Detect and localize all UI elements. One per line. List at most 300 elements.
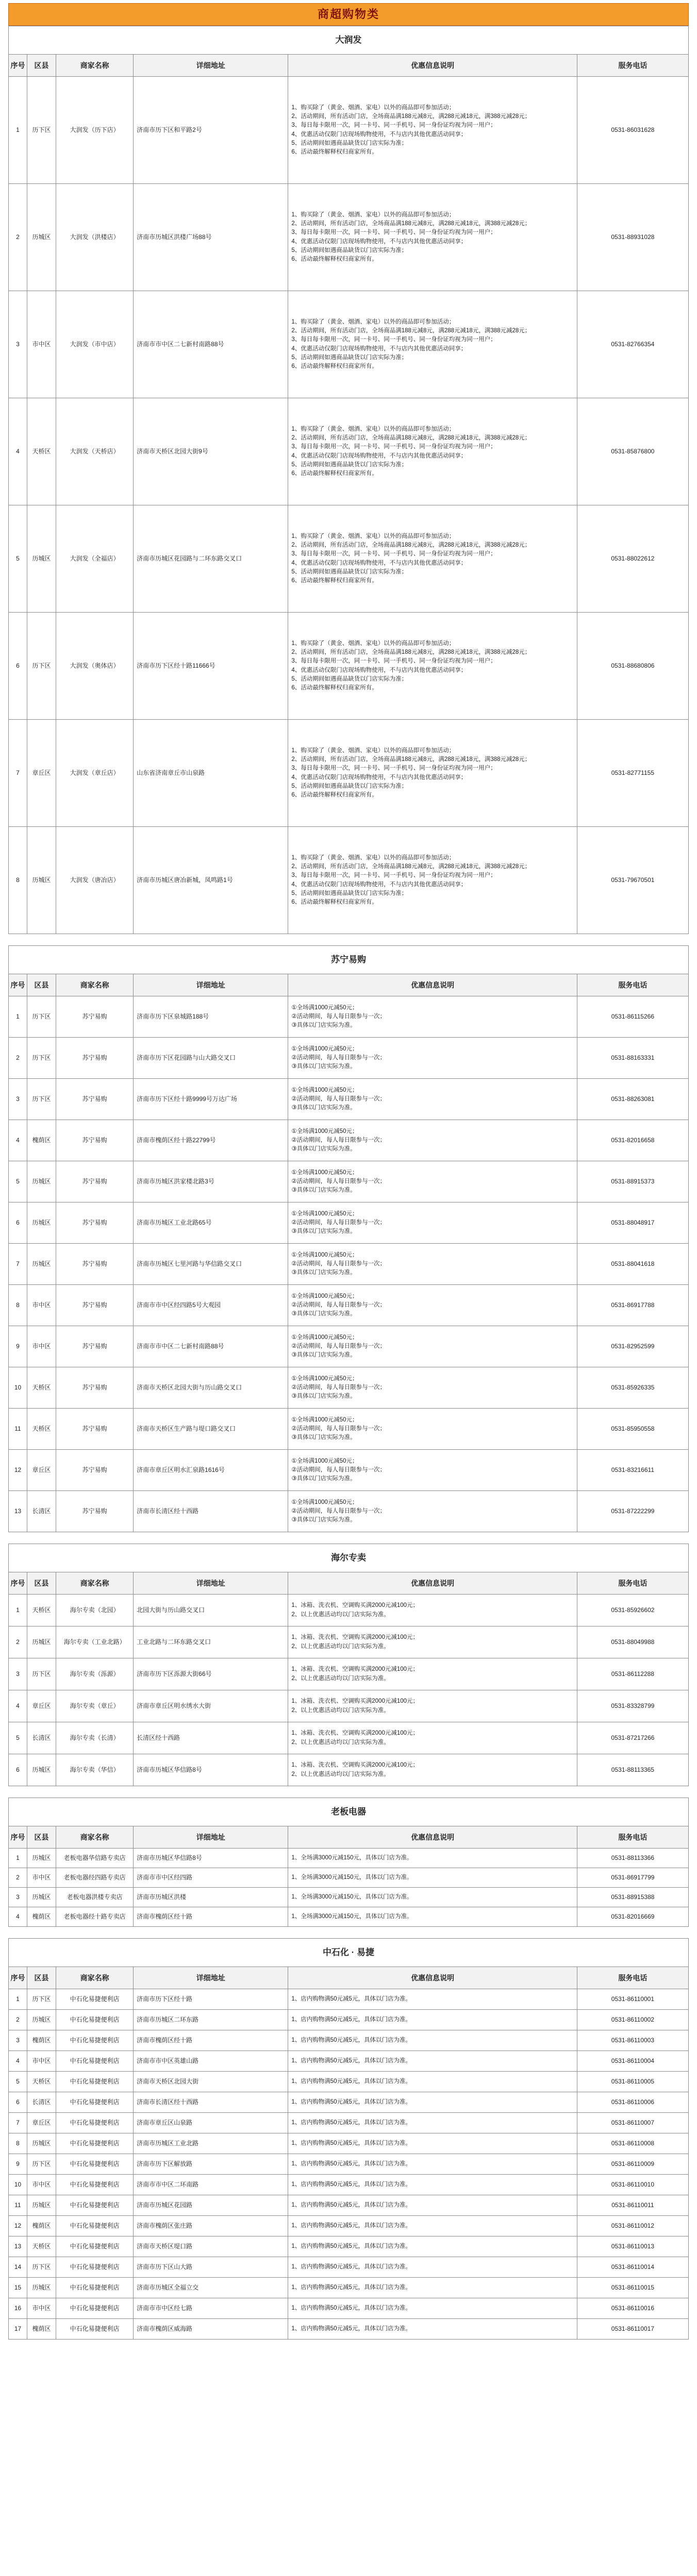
merchant-address: 济南市历城区花园路与二环东路交叉口 — [134, 505, 288, 613]
row-district: 市中区 — [27, 1326, 56, 1367]
merchant-name: 中石化易捷便利店 — [56, 2278, 134, 2298]
offer-description — [288, 398, 577, 505]
offer-line: ③具体以门店实际为准。 — [291, 1476, 356, 1482]
merchant-phone: 0531-86115266 — [577, 996, 688, 1038]
merchant-address: 长清区经十西路 — [134, 1722, 288, 1754]
offer-description — [288, 613, 577, 720]
merchant-address: 济南市天桥区北园大街9号 — [134, 398, 288, 505]
table-row — [9, 2298, 689, 2319]
column-header: 区县 — [27, 1572, 56, 1595]
row-number: 1 — [9, 996, 27, 1038]
column-header: 服务电话 — [577, 1967, 688, 1989]
offer-description — [288, 1626, 577, 1658]
merchant-phone: 0531-86110008 — [577, 2133, 688, 2154]
table-body — [9, 77, 689, 934]
offer-description — [288, 1161, 577, 1202]
merchant-name: 老板电器经十路专卖店 — [56, 1907, 134, 1927]
merchant-phone: 0531-86110016 — [577, 2298, 688, 2319]
merchant-name: 中石化易捷便利店 — [56, 2154, 134, 2175]
offer-line: 3、每日每卡限用一次，同一卡号、同一手机号、同一身份证均视为同一用户； — [291, 551, 496, 557]
row-number: 7 — [9, 2113, 27, 2133]
row-number: 7 — [9, 1244, 27, 1285]
offer-line: ③具体以门店实际为准。 — [291, 1393, 356, 1400]
row-number: 13 — [9, 1491, 27, 1532]
column-header: 优惠信息说明 — [288, 1967, 577, 1989]
row-district: 历城区 — [27, 827, 56, 934]
merchant-address: 济南市历下区泉城路188号 — [134, 996, 288, 1038]
offer-line: 5、活动期间如遇商品缺货以门店实际为准； — [291, 890, 408, 896]
row-number: 1 — [9, 1989, 27, 2010]
merchant-address: 济南市长清区经十西路 — [134, 2092, 288, 2113]
merchant-address: 济南市市中区二环南路 — [134, 2175, 288, 2195]
table-row — [9, 2216, 689, 2236]
offer-line: 1、店内购物满50元减5元，具体以门店为准。 — [291, 2263, 411, 2270]
offer-line: ③具体以门店实际为准。 — [291, 1352, 356, 1359]
merchant-name: 大润发（洪楼店） — [56, 184, 134, 291]
row-number: 2 — [9, 1626, 27, 1658]
merchant-name: 大润发（唐冶店） — [56, 827, 134, 934]
merchant-address: 北园大街与历山路交叉口 — [134, 1595, 288, 1626]
table-row — [9, 398, 689, 505]
offer-line: 1、冰箱、洗衣机、空调购买满2000元减100元； — [291, 1634, 419, 1641]
merchant-phone: 0531-86110001 — [577, 1989, 688, 2010]
table-row — [9, 2278, 689, 2298]
offer-line: 1、店内购物满50元减5元，具体以门店为准。 — [291, 2325, 411, 2332]
merchant-phone: 0531-79670501 — [577, 827, 688, 934]
row-district: 市中区 — [27, 1868, 56, 1888]
merchant-name: 海尔专卖（长清） — [56, 1722, 134, 1754]
table-row — [9, 2236, 689, 2257]
row-number: 5 — [9, 1722, 27, 1754]
merchant-phone: 0531-82016658 — [577, 1120, 688, 1161]
offer-description — [288, 2010, 577, 2030]
merchant-name: 苏宁易购 — [56, 996, 134, 1038]
row-district: 历城区 — [27, 1849, 56, 1868]
row-number: 6 — [9, 613, 27, 720]
offer-line: 1、店内购物满50元减5元，具体以门店为准。 — [291, 2160, 411, 2167]
offer-line: 1、店内购物满50元减5元，具体以门店为准。 — [291, 2057, 411, 2064]
merchant-phone: 0531-88049988 — [577, 1626, 688, 1658]
merchant-phone: 0531-85876800 — [577, 398, 688, 505]
header-row — [9, 1967, 689, 1989]
offer-description — [288, 720, 577, 827]
merchant-phone: 0531-88163331 — [577, 1038, 688, 1079]
row-number: 1 — [9, 77, 27, 184]
merchant-name: 中石化易捷便利店 — [56, 2072, 134, 2092]
offer-line: 1、全场满3000元减150元，具体以门店为准。 — [291, 1854, 413, 1861]
offer-description — [288, 1491, 577, 1532]
offer-line: ①全场满1000元减50元； — [291, 1004, 358, 1011]
table-row — [9, 827, 689, 934]
column-header: 区县 — [27, 1826, 56, 1849]
offer-line: 6、活动最终解释权归商家所有。 — [291, 256, 378, 262]
table-row — [9, 1595, 689, 1626]
merchant-name: 大润发（奥体店） — [56, 613, 134, 720]
offer-description — [288, 1690, 577, 1722]
merchant-name: 中石化易捷便利店 — [56, 2092, 134, 2113]
offer-line: 1、全场满3000元减150元，具体以门店为准。 — [291, 1913, 413, 1920]
merchant-address: 济南市天桥区北园大街 — [134, 2072, 288, 2092]
merchant-phone: 0531-88113365 — [577, 1754, 688, 1786]
offer-line: ③具体以门店实际为准。 — [291, 1517, 356, 1523]
row-district: 历城区 — [27, 1202, 56, 1244]
table-body — [9, 996, 689, 1532]
offer-description — [288, 1722, 577, 1754]
offer-description — [288, 1450, 577, 1491]
merchant-phone: 0531-86110003 — [577, 2030, 688, 2051]
merchant-address: 济南市历城区花园路 — [134, 2195, 288, 2216]
offer-line: ②活动期间，每人每日限参与一次； — [291, 1054, 386, 1061]
offer-line: ①全场满1000元减50元； — [291, 1251, 358, 1258]
offer-line: ①全场满1000元减50元； — [291, 1458, 358, 1464]
merchant-phone: 0531-82016669 — [577, 1907, 688, 1927]
table-body — [9, 1989, 689, 2340]
header-row — [9, 1826, 689, 1849]
merchant-address: 济南市历城区洪楼广场88号 — [134, 184, 288, 291]
merchant-name: 老板电器经四路专卖店 — [56, 1868, 134, 1888]
row-district: 历城区 — [27, 184, 56, 291]
offer-description — [288, 1367, 577, 1409]
offer-line: ②活动期间，每人每日限参与一次； — [291, 1466, 386, 1473]
merchant-address: 济南市历城区工业北路 — [134, 2133, 288, 2154]
row-district: 槐荫区 — [27, 2319, 56, 2340]
table-row — [9, 1120, 689, 1161]
column-header: 详细地址 — [134, 1967, 288, 1989]
merchant-phone: 0531-86110009 — [577, 2154, 688, 2175]
sections-container — [0, 26, 697, 2340]
table-body — [9, 1849, 689, 1927]
merchant-name: 中石化易捷便利店 — [56, 2298, 134, 2319]
merchant-name: 中石化易捷便利店 — [56, 2216, 134, 2236]
row-district: 天桥区 — [27, 1367, 56, 1409]
merchant-name: 中石化易捷便利店 — [56, 1989, 134, 2010]
offer-line: 2、以上优惠活动均以门店实际为准。 — [291, 1739, 390, 1745]
merchant-address: 济南市历下区和平路2号 — [134, 77, 288, 184]
column-header: 服务电话 — [577, 1826, 688, 1849]
merchant-address: 济南市槐荫区经十路22799号 — [134, 1120, 288, 1161]
offer-description — [288, 2236, 577, 2257]
merchant-name: 大润发（天桥店） — [56, 398, 134, 505]
row-number: 4 — [9, 398, 27, 505]
table-row — [9, 2051, 689, 2072]
merchant-address: 济南市槐荫区威海路 — [134, 2319, 288, 2340]
merchant-name: 苏宁易购 — [56, 1161, 134, 1202]
column-header: 优惠信息说明 — [288, 1572, 577, 1595]
table-row — [9, 1658, 689, 1690]
merchant-address: 济南市历下区山大路 — [134, 2257, 288, 2278]
table-row — [9, 720, 689, 827]
offer-line: 6、活动最终解释权归商家所有。 — [291, 149, 378, 155]
offer-line: 4、优惠活动仅限门店现场购物使用，不与店内其他优惠活动同享； — [291, 774, 467, 781]
offer-line: ②活动期间，每人每日限参与一次； — [291, 1178, 386, 1184]
offer-description — [288, 1326, 577, 1367]
row-district: 天桥区 — [27, 1409, 56, 1450]
offer-description — [288, 2319, 577, 2340]
table-row — [9, 184, 689, 291]
offer-line: ①全场满1000元减50元； — [291, 1087, 358, 1093]
row-district: 历城区 — [27, 1888, 56, 1907]
offer-line: ③具体以门店实际为准。 — [291, 1311, 356, 1317]
row-district: 历下区 — [27, 996, 56, 1038]
section-spacer — [0, 934, 697, 945]
row-district: 章丘区 — [27, 1690, 56, 1722]
offer-line: 6、活动最终解释权归商家所有。 — [291, 470, 378, 477]
table-row — [9, 2072, 689, 2092]
row-number: 4 — [9, 1120, 27, 1161]
merchant-phone: 0531-86110017 — [577, 2319, 688, 2340]
row-number: 12 — [9, 2216, 27, 2236]
row-number: 2 — [9, 184, 27, 291]
row-district: 市中区 — [27, 1285, 56, 1326]
merchant-phone: 0531-83328799 — [577, 1690, 688, 1722]
merchant-name: 苏宁易购 — [56, 1285, 134, 1326]
merchant-name: 中石化易捷便利店 — [56, 2113, 134, 2133]
offer-description — [288, 1868, 577, 1888]
offer-description — [288, 291, 577, 398]
offer-line: ③具体以门店实际为准。 — [291, 1187, 356, 1194]
merchant-address: 济南市历下区解放路 — [134, 2154, 288, 2175]
merchant-address: 济南市天桥区生产路与堤口路交叉口 — [134, 1409, 288, 1450]
offer-description — [288, 2072, 577, 2092]
section-title: 中石化 · 易捷 — [8, 1938, 689, 1967]
offer-line: 1、店内购物满50元减5元，具体以门店为准。 — [291, 2037, 411, 2043]
merchant-name: 中石化易捷便利店 — [56, 2195, 134, 2216]
offer-description — [288, 2278, 577, 2298]
offer-line: 2、活动期间，所有活动门店，全场商品满188元减8元，满288元减18元，满388元减28元； — [291, 542, 531, 548]
merchant-phone: 0531-88113366 — [577, 1849, 688, 1868]
table-row — [9, 1907, 689, 1927]
merchant-address: 济南市市中区二七新村南路88号 — [134, 291, 288, 398]
merchant-table — [8, 1826, 689, 1927]
page-banner: 商超购物类 — [8, 3, 689, 26]
offer-line: 1、购买除了（黄金、烟酒、家电）以外的商品即可参加活动； — [291, 747, 455, 754]
merchant-address: 济南市历城区华信路8号 — [134, 1849, 288, 1868]
table-header — [9, 974, 689, 996]
header-row — [9, 974, 689, 996]
row-district: 槐荫区 — [27, 2216, 56, 2236]
table-row — [9, 1849, 689, 1868]
merchant-phone: 0531-88048917 — [577, 1202, 688, 1244]
row-district: 历下区 — [27, 1079, 56, 1120]
row-district: 长清区 — [27, 2092, 56, 2113]
row-district: 长清区 — [27, 1491, 56, 1532]
merchant-name: 苏宁易购 — [56, 1450, 134, 1491]
merchant-address: 济南市历下区经十路9999号万达广场 — [134, 1079, 288, 1120]
row-number: 9 — [9, 2154, 27, 2175]
offer-line: 1、店内购物满50元减5元，具体以门店为准。 — [291, 2243, 411, 2249]
row-number: 16 — [9, 2298, 27, 2319]
offer-line: ③具体以门店实际为准。 — [291, 1146, 356, 1153]
document-page — [0, 3, 697, 2576]
row-number: 3 — [9, 2030, 27, 2051]
merchant-name: 苏宁易购 — [56, 1326, 134, 1367]
offer-line: 1、店内购物满50元减5元，具体以门店为准。 — [291, 2098, 411, 2105]
offer-description — [288, 2051, 577, 2072]
merchant-name: 中石化易捷便利店 — [56, 2030, 134, 2051]
row-district: 历城区 — [27, 505, 56, 613]
column-header: 商家名称 — [56, 1572, 134, 1595]
offer-line: 5、活动期间如遇商品缺货以门店实际为准； — [291, 783, 408, 789]
merchant-phone: 0531-88263081 — [577, 1079, 688, 1120]
table-row — [9, 1868, 689, 1888]
merchant-address: 济南市历下区花园路与山大路交叉口 — [134, 1038, 288, 1079]
section-title: 海尔专卖 — [8, 1544, 689, 1572]
column-header: 序号 — [9, 974, 27, 996]
merchant-name: 海尔专卖（华信） — [56, 1754, 134, 1786]
offer-line: ②活动期间，每人每日限参与一次； — [291, 1137, 386, 1143]
column-header: 序号 — [9, 55, 27, 77]
offer-description — [288, 1079, 577, 1120]
merchant-address: 济南市历城区七里河路与华信路交叉口 — [134, 1244, 288, 1285]
offer-line: 5、活动期间如遇商品缺货以门店实际为准； — [291, 354, 408, 361]
merchant-phone: 0531-82771155 — [577, 720, 688, 827]
row-number: 5 — [9, 505, 27, 613]
merchant-table — [8, 54, 689, 934]
table-header — [9, 1826, 689, 1849]
offer-line: 1、购买除了（黄金、烟酒、家电）以外的商品即可参加活动； — [291, 854, 455, 861]
offer-line: ①全场满1000元减50元； — [291, 1499, 358, 1505]
column-header: 序号 — [9, 1967, 27, 1989]
offer-line: 1、冰箱、洗衣机、空调购买满2000元减100元； — [291, 1602, 419, 1609]
merchant-name: 海尔专卖（工业北路） — [56, 1626, 134, 1658]
section-title: 老板电器 — [8, 1798, 689, 1826]
offer-line: 3、每日每卡限用一次，同一卡号、同一手机号、同一身份证均视为同一用户； — [291, 444, 496, 450]
row-number: 10 — [9, 1367, 27, 1409]
merchant-name: 中石化易捷便利店 — [56, 2010, 134, 2030]
offer-line: ③具体以门店实际为准。 — [291, 1105, 356, 1111]
offer-line: ②活动期间，每人每日限参与一次； — [291, 1219, 386, 1226]
column-header: 商家名称 — [56, 974, 134, 996]
merchant-address: 济南市历城区工业北路65号 — [134, 1202, 288, 1244]
merchant-name: 苏宁易购 — [56, 1038, 134, 1079]
merchant-address: 济南市历城区洪家楼北路3号 — [134, 1161, 288, 1202]
offer-line: 1、店内购物满50元减5元，具体以门店为准。 — [291, 2140, 411, 2146]
offer-line: ③具体以门店实际为准。 — [291, 1269, 356, 1276]
merchant-name: 中石化易捷便利店 — [56, 2236, 134, 2257]
offer-line: 1、冰箱、洗衣机、空调购买满2000元减100元； — [291, 1730, 419, 1737]
table-row — [9, 2030, 689, 2051]
merchant-address: 济南市市中区二七新村南路88号 — [134, 1326, 288, 1367]
merchant-name: 老板电器华信路专卖店 — [56, 1849, 134, 1868]
offer-description — [288, 2133, 577, 2154]
table-row — [9, 996, 689, 1038]
offer-line: 1、冰箱、洗衣机、空调购买满2000元减100元； — [291, 1762, 419, 1769]
row-district: 历城区 — [27, 2195, 56, 2216]
merchant-phone: 0531-86917788 — [577, 1285, 688, 1326]
merchant-name: 大润发（章丘店） — [56, 720, 134, 827]
column-header: 序号 — [9, 1826, 27, 1849]
row-number: 2 — [9, 2010, 27, 2030]
merchant-address: 工业北路与二环东路交叉口 — [134, 1626, 288, 1658]
merchant-address: 济南市历城区全福立交 — [134, 2278, 288, 2298]
section-spacer — [0, 1927, 697, 1938]
offer-description — [288, 1202, 577, 1244]
offer-line: ③具体以门店实际为准。 — [291, 1022, 356, 1029]
merchant-address: 济南市历下区经十路11666号 — [134, 613, 288, 720]
merchant-name: 海尔专卖（泺源） — [56, 1658, 134, 1690]
table-row — [9, 1409, 689, 1450]
column-header: 服务电话 — [577, 55, 688, 77]
offer-line: 1、店内购物满50元减5元，具体以门店为准。 — [291, 2181, 411, 2188]
column-header: 区县 — [27, 974, 56, 996]
offer-description — [288, 2030, 577, 2051]
row-number: 2 — [9, 1038, 27, 1079]
merchant-phone: 0531-82766354 — [577, 291, 688, 398]
merchant-name: 苏宁易购 — [56, 1244, 134, 1285]
offer-line: 4、优惠活动仅限门店现场购物使用，不与店内其他优惠活动同享； — [291, 345, 467, 352]
offer-line: 1、购买除了（黄金、烟酒、家电）以外的商品即可参加活动； — [291, 318, 455, 325]
merchant-address: 山东省济南章丘市山泉路 — [134, 720, 288, 827]
merchant-phone: 0531-82952599 — [577, 1326, 688, 1367]
offer-description — [288, 1658, 577, 1690]
offer-line: 3、每日每卡限用一次，同一卡号、同一手机号、同一身份证均视为同一用户； — [291, 229, 496, 236]
table-row — [9, 2195, 689, 2216]
table-header — [9, 55, 689, 77]
merchant-address: 济南市市中区经四路5号大观园 — [134, 1285, 288, 1326]
merchant-name: 苏宁易购 — [56, 1491, 134, 1532]
offer-line: ①全场满1000元减50元； — [291, 1416, 358, 1423]
table-row — [9, 2154, 689, 2175]
offer-description — [288, 1907, 577, 1927]
row-number: 6 — [9, 1754, 27, 1786]
offer-description — [288, 827, 577, 934]
merchant-name: 中石化易捷便利店 — [56, 2175, 134, 2195]
merchant-address: 济南市天桥区北园大街与历山路交叉口 — [134, 1367, 288, 1409]
offer-line: ①全场满1000元减50元； — [291, 1169, 358, 1176]
table-row — [9, 1326, 689, 1367]
merchant-address: 济南市长清区经十西路 — [134, 1491, 288, 1532]
table-row — [9, 1690, 689, 1722]
merchant-address: 济南市历城区唐冶新城，凤鸣路1号 — [134, 827, 288, 934]
merchant-name: 中石化易捷便利店 — [56, 2051, 134, 2072]
offer-line: 5、活动期间如遇商品缺货以门店实际为准； — [291, 140, 408, 146]
merchant-phone: 0531-86110013 — [577, 2236, 688, 2257]
table-row — [9, 1161, 689, 1202]
offer-line: 1、店内购物满50元减5元，具体以门店为准。 — [291, 2284, 411, 2291]
column-header: 区县 — [27, 1967, 56, 1989]
merchant-phone: 0531-86110015 — [577, 2278, 688, 2298]
offer-line: 4、优惠活动仅限门店现场购物使用，不与店内其他优惠活动同享； — [291, 560, 467, 566]
offer-description — [288, 2092, 577, 2113]
merchant-address: 济南市槐荫区经十路 — [134, 2030, 288, 2051]
offer-line: 2、以上优惠活动均以门店实际为准。 — [291, 1707, 390, 1714]
merchant-phone: 0531-88680806 — [577, 613, 688, 720]
row-number: 6 — [9, 1202, 27, 1244]
row-district: 历城区 — [27, 2133, 56, 2154]
merchant-name: 大润发（市中店） — [56, 291, 134, 398]
offer-line: 1、购买除了（黄金、烟酒、家电）以外的商品即可参加活动； — [291, 533, 455, 539]
row-district: 历下区 — [27, 77, 56, 184]
offer-line: 2、以上优惠活动均以门店实际为准。 — [291, 1675, 390, 1682]
merchant-phone: 0531-86031628 — [577, 77, 688, 184]
section-title: 大润发 — [8, 26, 689, 54]
merchant-address: 济南市槐荫区经十路 — [134, 1907, 288, 1927]
merchant-address: 济南市市中区英雄山路 — [134, 2051, 288, 2072]
row-number: 3 — [9, 1079, 27, 1120]
offer-line: 1、冰箱、洗衣机、空调购买满2000元减100元； — [291, 1666, 419, 1673]
offer-line: 1、店内购物满50元减5元，具体以门店为准。 — [291, 1995, 411, 2002]
merchant-name: 大润发（全福店） — [56, 505, 134, 613]
offer-line: ①全场满1000元减50元； — [291, 1210, 358, 1217]
offer-line: 3、每日每卡限用一次，同一卡号、同一手机号、同一身份证均视为同一用户； — [291, 122, 496, 129]
section-spacer — [0, 1532, 697, 1544]
offer-line: 4、优惠活动仅限门店现场购物使用，不与店内其他优惠活动同享； — [291, 238, 467, 245]
column-header: 商家名称 — [56, 1826, 134, 1849]
row-number: 17 — [9, 2319, 27, 2340]
row-number: 14 — [9, 2257, 27, 2278]
offer-line: 3、每日每卡限用一次，同一卡号、同一手机号、同一身份证均视为同一用户； — [291, 658, 496, 665]
merchant-phone: 0531-88041618 — [577, 1244, 688, 1285]
